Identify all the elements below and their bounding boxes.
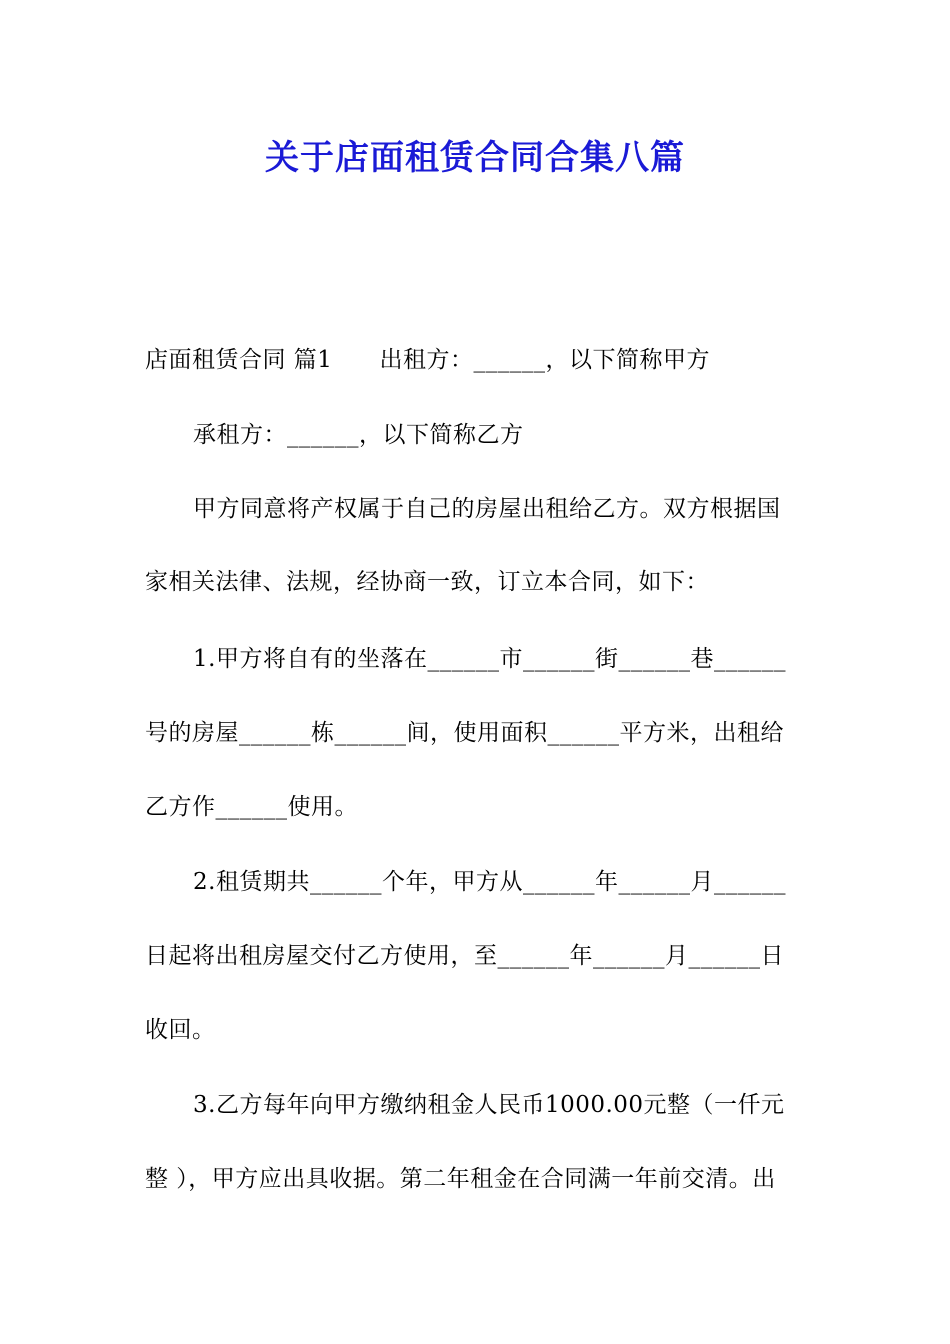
paragraph-line: 甲方同意将产权属于自己的房屋出租给乙方。双方根据国 — [193, 496, 781, 522]
paragraph-line: 3.乙方每年向甲方缴纳租金人民币1000.00元整（一仟元 — [193, 1092, 785, 1118]
paragraph-line: 乙方作______使用。 — [145, 794, 358, 820]
paragraph-line: 号的房屋______栋______间，使用面积______平方米，出租给 — [145, 720, 784, 746]
document-title: 关于店面租赁合同合集八篇 — [265, 138, 685, 178]
paragraph-line: 承租方：______，以下简称乙方 — [193, 422, 524, 448]
paragraph-line: 家相关法律、法规，经协商一致，订立本合同，如下： — [145, 569, 709, 595]
paragraph-line: 1.甲方将自有的坐落在______市______街______巷______ — [193, 646, 786, 672]
paragraph-line: 收回。 — [145, 1017, 216, 1043]
paragraph-line: 2.租赁期共______个年，甲方从______年______月______ — [193, 869, 786, 895]
paragraph-line: 店面租赁合同 篇1 出租方：______，以下简称甲方 — [145, 347, 710, 373]
paragraph-line: 整 ），甲方应出具收据。第二年租金在合同满一年前交清。出 — [145, 1166, 776, 1192]
paragraph-line: 日起将出租房屋交付乙方使用，至______年______月______日 — [145, 943, 784, 969]
